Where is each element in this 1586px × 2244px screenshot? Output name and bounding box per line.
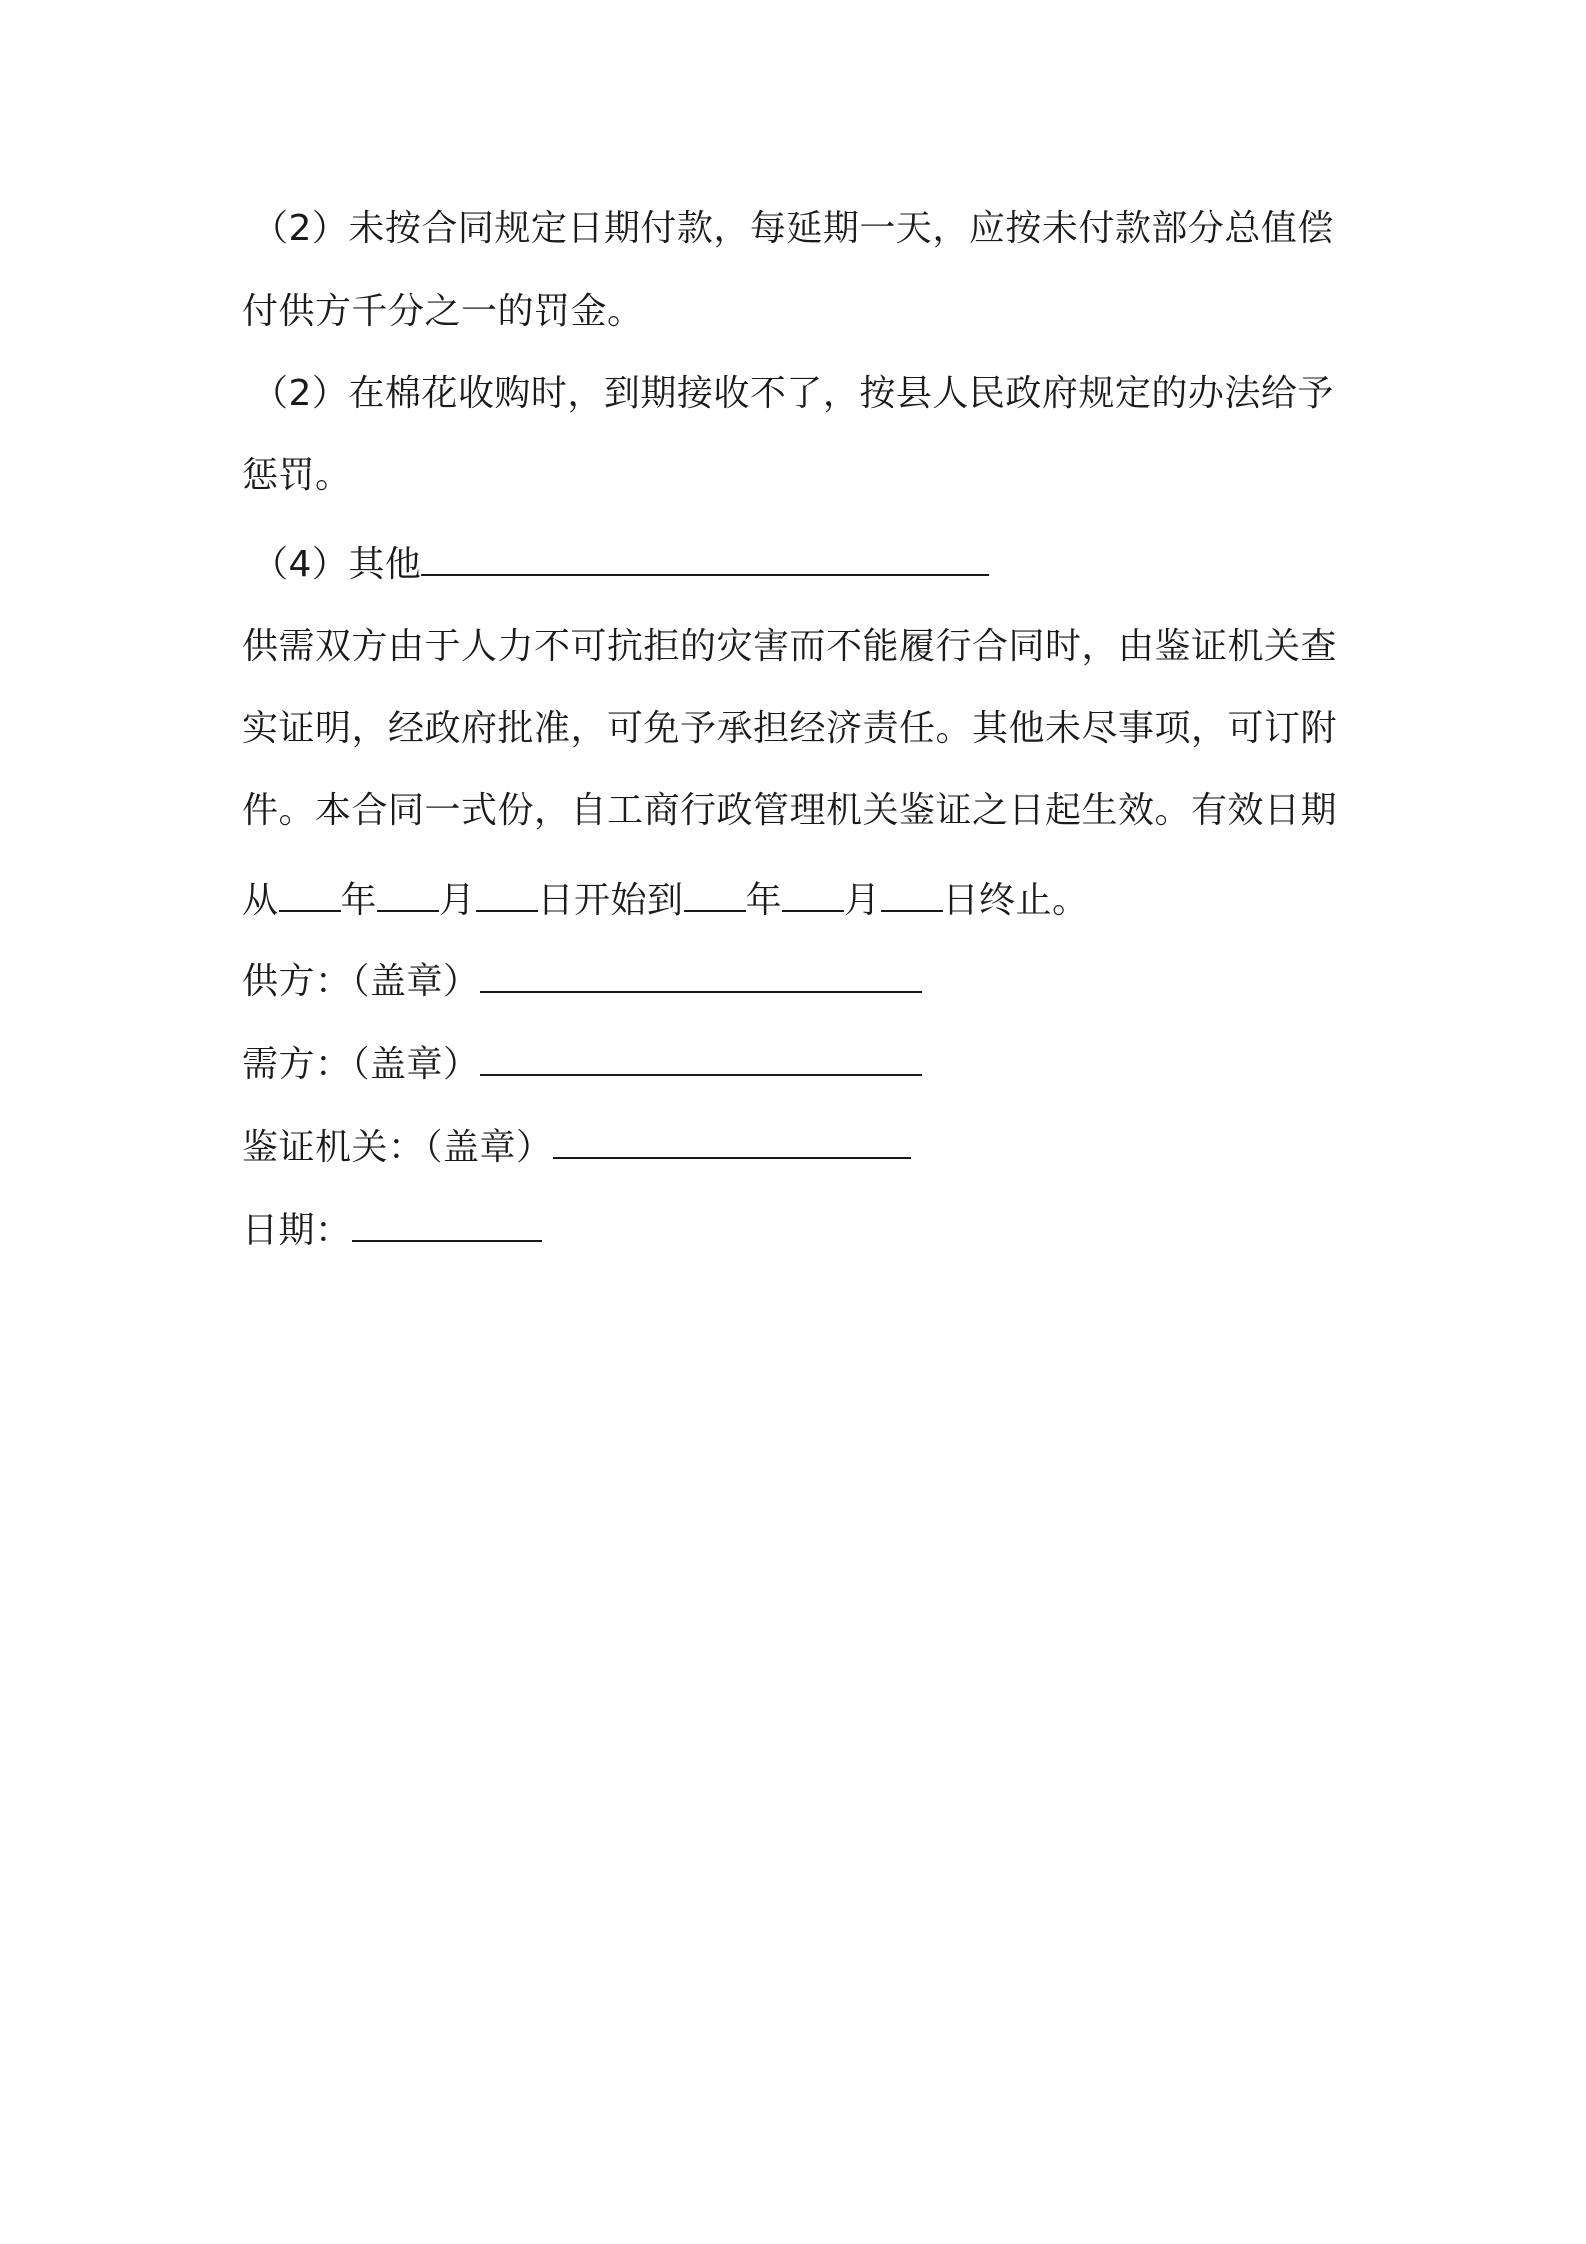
date-signature-line (242, 1207, 542, 1255)
date-label: 日期： (242, 1210, 352, 1251)
buyer-signature-line (242, 1041, 922, 1089)
clause-4-label: （4）其他 (252, 544, 422, 585)
supplier-label: 供方：（盖章） (242, 961, 480, 1002)
validity-year2: 年 (745, 880, 783, 921)
clause-4-line (252, 541, 989, 589)
start-month-blank[interactable] (377, 880, 439, 912)
validity-from: 从 (242, 880, 279, 921)
clause-2b-line2: 惩罚。 (242, 455, 352, 496)
clause-2b-line1: （2）在棉花收购时，到期接收不了，按县人民政府规定的办法给予 (252, 373, 1334, 414)
end-month-blank[interactable] (782, 880, 844, 912)
supplier-signature-line (242, 958, 922, 1006)
force-majeure-line1: 供需双方由于人力不可抗拒的灾害而不能履行合同时，由鉴证机关查 (242, 626, 1338, 667)
buyer-label: 需方：（盖章） (242, 1044, 480, 1085)
start-year-blank[interactable] (279, 880, 341, 912)
end-day-blank[interactable] (881, 880, 943, 912)
validity-day-start: 日开始到 (537, 880, 684, 921)
end-year-blank[interactable] (684, 880, 746, 912)
validity-month2: 月 (844, 880, 881, 921)
other-blank-field[interactable] (421, 544, 989, 576)
clause-2a-line2: 付供方千分之一的罚金。 (242, 291, 644, 332)
validity-year1: 年 (340, 880, 378, 921)
buyer-signature-blank[interactable] (480, 1044, 922, 1076)
start-day-blank[interactable] (476, 880, 538, 912)
date-blank[interactable] (352, 1210, 542, 1242)
clause-2a-line1: （2）未按合同规定日期付款，每延期一天，应按未付款部分总值偿 (252, 208, 1334, 249)
validity-line (242, 877, 1089, 925)
authority-label: 鉴证机关：（盖章） (242, 1127, 553, 1168)
authority-signature-blank[interactable] (553, 1127, 911, 1159)
validity-day-end: 日终止。 (942, 880, 1089, 921)
force-majeure-line3: 件。本合同一式份，自工商行政管理机关鉴证之日起生效。有效日期 (242, 790, 1338, 831)
authority-signature-line (242, 1124, 911, 1172)
supplier-signature-blank[interactable] (480, 961, 922, 993)
validity-month1: 月 (439, 880, 476, 921)
force-majeure-line2: 实证明，经政府批准，可免予承担经济责任。其他未尽事项，可订附 (242, 708, 1338, 749)
